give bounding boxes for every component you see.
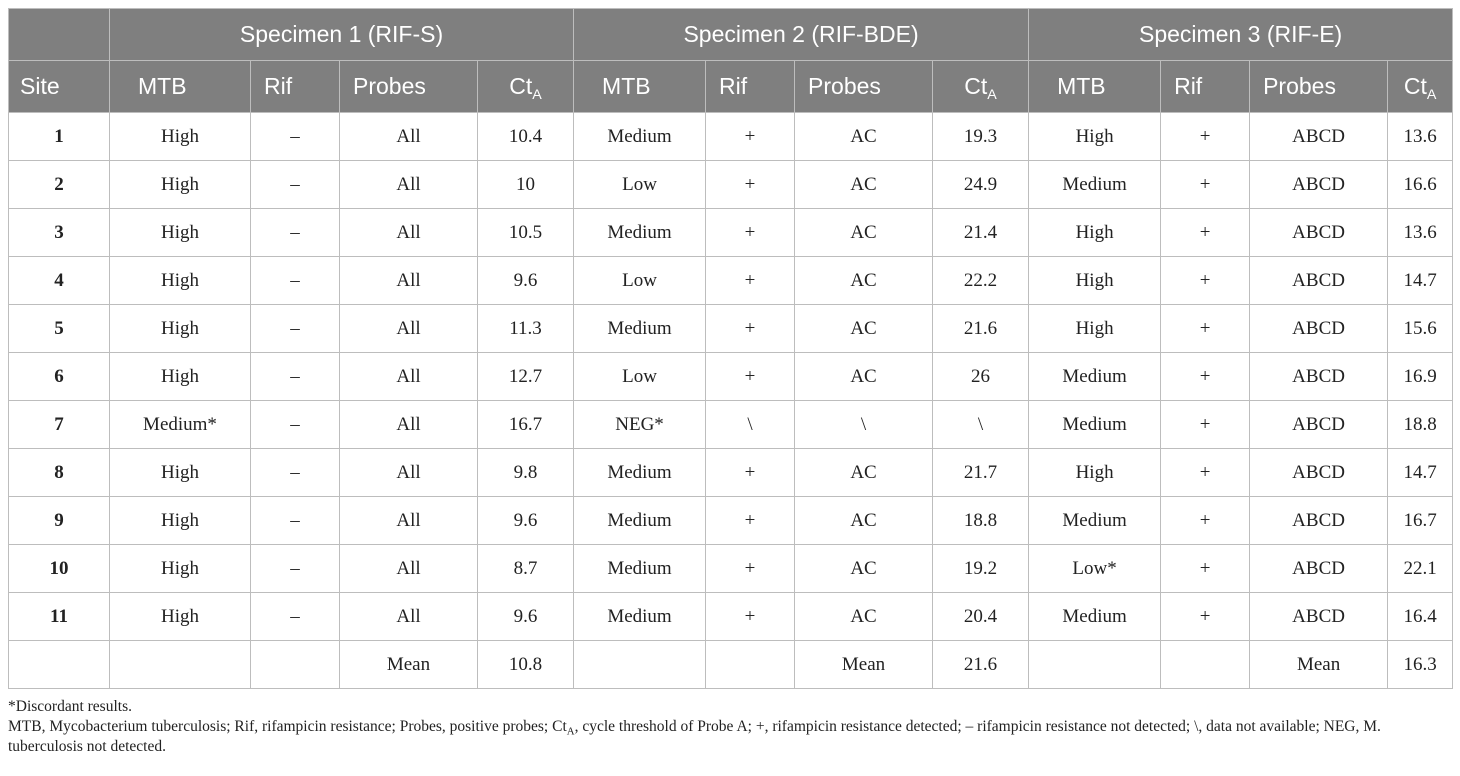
mean-value-cell: 21.6: [933, 641, 1029, 689]
site-cell: 11: [9, 593, 110, 641]
rif-cell: –: [251, 113, 340, 161]
mtb-cell: Medium: [574, 593, 706, 641]
ct-cell: 14.7: [1388, 449, 1453, 497]
rif-cell: –: [251, 449, 340, 497]
mtb-cell: High: [110, 497, 251, 545]
empty-cell: [110, 641, 251, 689]
rif-cell: –: [251, 593, 340, 641]
probes-cell: AC: [795, 305, 933, 353]
rif-cell: +: [1161, 401, 1250, 449]
ct-cell: 19.3: [933, 113, 1029, 161]
probes-cell: AC: [795, 449, 933, 497]
mtb-cell: Low*: [1029, 545, 1161, 593]
ct-cell: 21.4: [933, 209, 1029, 257]
mtb-cell: Medium: [1029, 401, 1161, 449]
rif-cell: +: [706, 209, 795, 257]
mtb-cell: High: [1029, 113, 1161, 161]
ct-subscript: A: [987, 86, 997, 103]
site-cell: 10: [9, 545, 110, 593]
ct-cell: 20.4: [933, 593, 1029, 641]
probes-cell: ABCD: [1250, 497, 1388, 545]
mtb-cell: NEG*: [574, 401, 706, 449]
group-header-row: [9, 9, 1453, 61]
mtb-cell: High: [110, 257, 251, 305]
probes-cell: ABCD: [1250, 257, 1388, 305]
site-cell: 7: [9, 401, 110, 449]
probes-cell: AC: [795, 257, 933, 305]
rif-cell: +: [1161, 593, 1250, 641]
probes-cell: ABCD: [1250, 161, 1388, 209]
rif-cell: \: [706, 401, 795, 449]
column-header-probes: Probes: [795, 61, 933, 113]
ct-cell: 9.6: [478, 593, 574, 641]
mtb-cell: High: [1029, 209, 1161, 257]
probes-cell: All: [340, 305, 478, 353]
footnote-discordant: *Discordant results.: [8, 698, 132, 715]
column-header-rif: Rif: [251, 61, 340, 113]
table-row: [9, 353, 1453, 401]
mtb-cell: Low: [574, 353, 706, 401]
column-header-mtb: MTB: [574, 61, 706, 113]
mtb-cell: Medium: [1029, 593, 1161, 641]
column-header-row: [9, 61, 1453, 113]
mtb-cell: High: [1029, 449, 1161, 497]
empty-cell: [1161, 641, 1250, 689]
mean-value-cell: 10.8: [478, 641, 574, 689]
ct-cell: 24.9: [933, 161, 1029, 209]
group-header-specimen-2: Specimen 2 (RIF-BDE): [574, 9, 1029, 61]
table-row: [9, 497, 1453, 545]
probes-cell: AC: [795, 497, 933, 545]
probes-cell: AC: [795, 353, 933, 401]
mtb-cell: High: [110, 161, 251, 209]
site-cell: 5: [9, 305, 110, 353]
probes-cell: ABCD: [1250, 305, 1388, 353]
mtb-cell: High: [110, 113, 251, 161]
table-footnotes: [8, 697, 1456, 757]
probes-cell: ABCD: [1250, 593, 1388, 641]
site-cell: 4: [9, 257, 110, 305]
column-header-ct: [1388, 61, 1453, 113]
column-header-probes: Probes: [340, 61, 478, 113]
probes-cell: ABCD: [1250, 401, 1388, 449]
mtb-cell: Medium: [1029, 353, 1161, 401]
probes-cell: All: [340, 161, 478, 209]
rif-cell: +: [706, 113, 795, 161]
site-cell: 1: [9, 113, 110, 161]
mtb-cell: Medium: [574, 305, 706, 353]
rif-cell: +: [706, 161, 795, 209]
probes-cell: All: [340, 113, 478, 161]
probes-cell: ABCD: [1250, 209, 1388, 257]
site-cell: 8: [9, 449, 110, 497]
probes-cell: ABCD: [1250, 449, 1388, 497]
mtb-cell: Medium*: [110, 401, 251, 449]
rif-cell: +: [1161, 449, 1250, 497]
column-header-mtb: MTB: [1029, 61, 1161, 113]
column-header-ct: [933, 61, 1029, 113]
mean-row: [9, 641, 1453, 689]
probes-cell: All: [340, 257, 478, 305]
rif-cell: +: [1161, 257, 1250, 305]
rif-cell: +: [706, 257, 795, 305]
legend-text-2: , cycle threshold of Probe A; +, rifampicin resistance detected; – rifampicin resistance not detected; \, data not available; NEG, M. tuberculosis not detected.: [8, 718, 1381, 755]
empty-corner-cell: [9, 9, 110, 61]
mean-label-cell: Mean: [1250, 641, 1388, 689]
table-row: [9, 113, 1453, 161]
probes-cell: All: [340, 593, 478, 641]
ct-label: Ct: [1403, 73, 1427, 99]
ct-label: Ct: [964, 73, 988, 99]
rif-cell: –: [251, 305, 340, 353]
ct-subscript: A: [1426, 86, 1437, 103]
site-cell: 9: [9, 497, 110, 545]
probes-cell: All: [340, 401, 478, 449]
ct-cell: 13.6: [1388, 113, 1453, 161]
site-cell: 6: [9, 353, 110, 401]
group-header-specimen-1: Specimen 1 (RIF-S): [110, 9, 574, 61]
rif-cell: –: [251, 497, 340, 545]
probes-cell: ABCD: [1250, 545, 1388, 593]
group-header-specimen-3: Specimen 3 (RIF-E): [1029, 9, 1453, 61]
mtb-cell: Medium: [574, 497, 706, 545]
rif-cell: +: [1161, 353, 1250, 401]
empty-cell: [1029, 641, 1161, 689]
table-row: [9, 401, 1453, 449]
ct-cell: 9.6: [478, 257, 574, 305]
column-header-probes: Probes: [1250, 61, 1388, 113]
footnote-legend: [8, 717, 1456, 757]
rif-cell: +: [706, 545, 795, 593]
ct-cell: 16.7: [1388, 497, 1453, 545]
column-header-ct: [478, 61, 574, 113]
column-header-rif: Rif: [706, 61, 795, 113]
mtb-cell: Low: [574, 257, 706, 305]
results-table: [8, 8, 1453, 689]
ct-cell: 11.3: [478, 305, 574, 353]
empty-cell: [574, 641, 706, 689]
legend-text-1: MTB, Mycobacterium tuberculosis; Rif, rifampicin resistance; Probes, positive probes; Ct: [8, 718, 567, 735]
mtb-cell: High: [110, 209, 251, 257]
probes-cell: All: [340, 209, 478, 257]
ct-cell: 10: [478, 161, 574, 209]
ct-cell: 22.1: [1388, 545, 1453, 593]
ct-cell: 13.6: [1388, 209, 1453, 257]
rif-cell: +: [706, 497, 795, 545]
rif-cell: +: [1161, 305, 1250, 353]
rif-cell: –: [251, 257, 340, 305]
rif-cell: +: [706, 449, 795, 497]
table-row: [9, 209, 1453, 257]
ct-cell: 16.7: [478, 401, 574, 449]
mtb-cell: High: [110, 593, 251, 641]
rif-cell: +: [706, 593, 795, 641]
table-row: [9, 161, 1453, 209]
empty-cell: [251, 641, 340, 689]
ct-cell: 14.7: [1388, 257, 1453, 305]
probes-cell: All: [340, 497, 478, 545]
ct-cell: 10.5: [478, 209, 574, 257]
rif-cell: –: [251, 353, 340, 401]
ct-cell: 16.6: [1388, 161, 1453, 209]
mtb-cell: High: [110, 449, 251, 497]
column-header-rif: Rif: [1161, 61, 1250, 113]
probes-cell: AC: [795, 113, 933, 161]
ct-cell: 21.7: [933, 449, 1029, 497]
site-cell: 3: [9, 209, 110, 257]
rif-cell: +: [1161, 545, 1250, 593]
ct-cell: 9.6: [478, 497, 574, 545]
rif-cell: –: [251, 545, 340, 593]
empty-cell: [9, 641, 110, 689]
probes-cell: \: [795, 401, 933, 449]
probes-cell: AC: [795, 545, 933, 593]
probes-cell: ABCD: [1250, 353, 1388, 401]
ct-cell: 12.7: [478, 353, 574, 401]
rif-cell: +: [1161, 161, 1250, 209]
ct-cell: 9.8: [478, 449, 574, 497]
ct-cell: 10.4: [478, 113, 574, 161]
mtb-cell: Low: [574, 161, 706, 209]
mtb-cell: Medium: [574, 449, 706, 497]
ct-cell: 19.2: [933, 545, 1029, 593]
rif-cell: +: [706, 305, 795, 353]
probes-cell: All: [340, 449, 478, 497]
table-row: [9, 449, 1453, 497]
rif-cell: –: [251, 401, 340, 449]
mtb-cell: High: [1029, 257, 1161, 305]
rif-cell: +: [1161, 113, 1250, 161]
mtb-cell: Medium: [574, 545, 706, 593]
mean-label-cell: Mean: [340, 641, 478, 689]
mtb-cell: High: [1029, 305, 1161, 353]
mean-value-cell: 16.3: [1388, 641, 1453, 689]
ct-cell: 22.2: [933, 257, 1029, 305]
ct-cell: 16.9: [1388, 353, 1453, 401]
probes-cell: ABCD: [1250, 113, 1388, 161]
column-header-site: Site: [9, 61, 110, 113]
ct-cell: 8.7: [478, 545, 574, 593]
ct-cell: \: [933, 401, 1029, 449]
legend-subscript: A: [566, 725, 575, 738]
ct-cell: 15.6: [1388, 305, 1453, 353]
rif-cell: –: [251, 209, 340, 257]
rif-cell: –: [251, 161, 340, 209]
ct-cell: 18.8: [933, 497, 1029, 545]
mtb-cell: Medium: [574, 209, 706, 257]
ct-label: Ct: [509, 73, 533, 99]
ct-subscript: A: [532, 86, 542, 103]
table-row: [9, 257, 1453, 305]
site-cell: 2: [9, 161, 110, 209]
empty-cell: [706, 641, 795, 689]
table-row: [9, 593, 1453, 641]
ct-cell: 21.6: [933, 305, 1029, 353]
mean-label-cell: Mean: [795, 641, 933, 689]
mtb-cell: High: [110, 305, 251, 353]
mtb-cell: Medium: [1029, 161, 1161, 209]
probes-cell: AC: [795, 209, 933, 257]
mtb-cell: High: [110, 545, 251, 593]
mtb-cell: Medium: [574, 113, 706, 161]
rif-cell: +: [706, 353, 795, 401]
table-row: [9, 545, 1453, 593]
probes-cell: All: [340, 545, 478, 593]
ct-cell: 16.4: [1388, 593, 1453, 641]
probes-cell: All: [340, 353, 478, 401]
table-body: [9, 113, 1453, 689]
column-header-mtb: MTB: [110, 61, 251, 113]
probes-cell: AC: [795, 161, 933, 209]
probes-cell: AC: [795, 593, 933, 641]
mtb-cell: Medium: [1029, 497, 1161, 545]
table-row: [9, 305, 1453, 353]
ct-cell: 18.8: [1388, 401, 1453, 449]
rif-cell: +: [1161, 497, 1250, 545]
mtb-cell: High: [110, 353, 251, 401]
rif-cell: +: [1161, 209, 1250, 257]
ct-cell: 26: [933, 353, 1029, 401]
